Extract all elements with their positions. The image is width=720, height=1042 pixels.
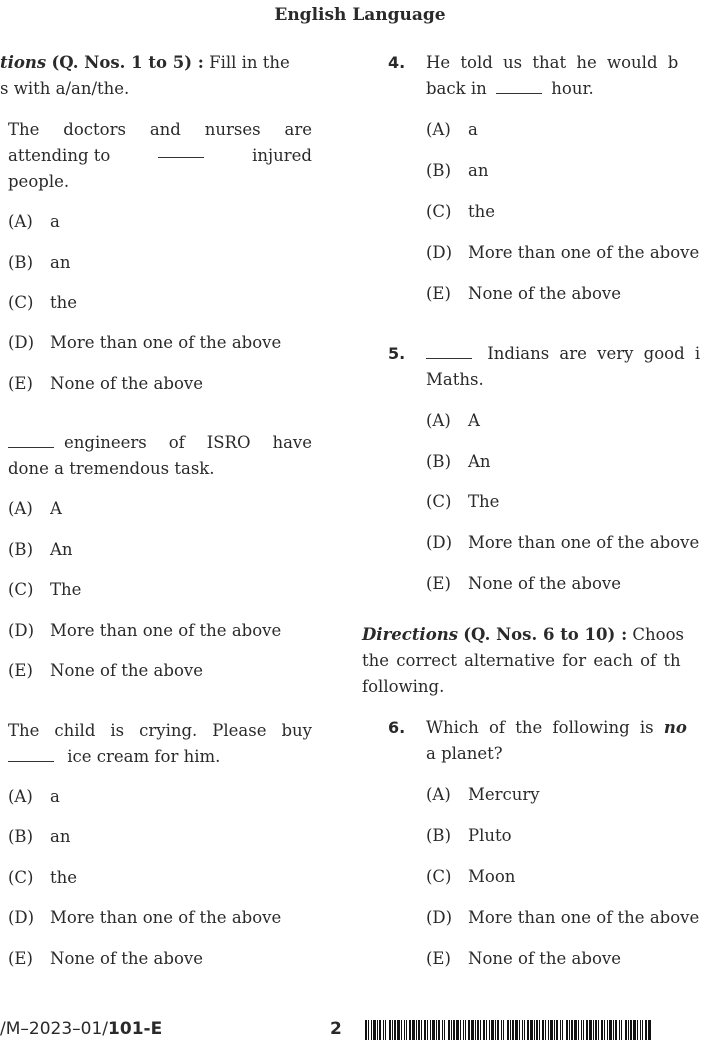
directions-lead: tions [0,53,47,72]
option-label: (B) [8,827,33,846]
option-label: (E) [8,949,33,968]
option-4c[interactable] [426,199,495,225]
option-text: The [50,580,82,599]
option-label: (B) [8,253,33,272]
option-text: More than one of the above [468,243,700,262]
option-4e[interactable] [426,281,621,307]
option-label: (A) [8,212,33,231]
stem-text: attending to [8,146,111,165]
option-4a[interactable] [426,117,478,143]
directions-text: Fill in the [209,53,290,72]
option-text: None of the above [50,661,203,680]
option-text: None of the above [468,949,621,968]
option-text: More than one of the above [468,533,700,552]
option-text: The [468,492,500,511]
option-5e[interactable] [426,571,621,597]
option-text: a [50,212,60,231]
option-3a[interactable] [8,784,60,810]
stem-line [8,430,312,456]
option-2c[interactable] [8,577,81,603]
option-label: (E) [426,284,451,303]
option-label: (A) [426,120,451,139]
directions-block [0,50,312,102]
option-text: Pluto [468,826,512,845]
stem-text: engineers of ISRO have [64,433,312,452]
question-6-stem [426,715,720,767]
stem-line [426,341,720,367]
page-number: 2 [330,1019,342,1039]
option-label: (C) [8,293,34,312]
option-label: (B) [426,826,451,845]
question-5-stem [426,341,720,393]
directions-line [362,622,720,648]
directions-text: Choos [632,625,685,644]
option-text: None of the above [468,574,621,593]
option-text: A [50,499,62,518]
directions-line: the correct alternative for each of th [362,651,681,670]
option-text: Moon [468,867,516,886]
option-label: (E) [426,574,451,593]
option-1b[interactable] [8,250,70,276]
directions-range: (Q. Nos. 6 to 10) : [463,625,628,644]
option-label: (D) [426,243,453,262]
option-text: An [468,452,491,471]
question-number: 5. [388,344,406,363]
option-label: (C) [426,202,452,221]
stem-text: Which of the following is [426,718,654,737]
stem-text: ice cream for him. [67,747,221,766]
option-3b[interactable] [8,824,70,850]
option-label: (A) [426,411,451,430]
option-5b[interactable] [426,449,491,475]
option-6e[interactable] [426,946,621,972]
option-text: the [468,202,496,221]
option-label: (E) [426,949,451,968]
option-label: (A) [8,787,33,806]
option-label: (A) [8,499,33,518]
option-text: the [50,293,78,312]
paper-code-suffix: 101-E [108,1019,163,1039]
option-text: A [468,411,480,430]
option-1c[interactable] [8,290,77,316]
option-3c[interactable] [8,865,77,891]
option-5d[interactable] [426,530,699,556]
directions-range: (Q. Nos. 1 to 5) : [51,53,204,72]
directions-lead: Directions [362,625,458,644]
stem-emphasis: no [663,718,687,737]
stem-line: Maths. [426,370,484,389]
option-6d[interactable] [426,905,699,931]
option-3d[interactable] [8,905,281,931]
option-6c[interactable] [426,864,515,890]
option-text: a [468,120,478,139]
stem-line: The child is crying. Please buy [8,721,312,740]
option-1a[interactable] [8,209,60,235]
option-4d[interactable] [426,240,699,266]
option-text: An [50,540,73,559]
option-label: (D) [8,908,35,927]
question-1-stem [8,117,312,195]
option-2d[interactable] [8,618,281,644]
option-label: (B) [8,540,33,559]
stem-line: done a tremendous task. [8,459,215,478]
option-label: (C) [8,868,34,887]
option-2a[interactable] [8,496,62,522]
barcode-icon [365,1020,652,1040]
option-label: (C) [426,867,452,886]
option-5a[interactable] [426,408,480,434]
stem-text: back in [426,79,487,98]
stem-line [8,143,312,169]
option-5c[interactable] [426,489,499,515]
question-number: 6. [388,718,406,737]
option-label: (D) [8,333,35,352]
question-number: 4. [388,53,406,72]
option-label: (C) [426,492,452,511]
option-text: an [50,827,71,846]
option-6a[interactable] [426,782,540,808]
option-3e[interactable] [8,946,203,972]
option-6b[interactable] [426,823,512,849]
option-text: More than one of the above [50,908,282,927]
page-title: English Language [274,5,446,25]
answer-blank [426,344,472,359]
option-text: None of the above [50,374,203,393]
option-label: (B) [426,452,451,471]
answer-blank [158,143,204,158]
option-text: a [50,787,60,806]
option-text: the [50,868,78,887]
stem-line: a planet? [426,744,503,763]
stem-line: The doctors and nurses are [8,120,312,139]
option-text: None of the above [50,949,203,968]
option-2e[interactable] [8,658,203,684]
option-label: (B) [426,161,451,180]
option-label: (E) [8,374,33,393]
option-text: More than one of the above [468,908,700,927]
option-text: an [468,161,489,180]
option-label: (A) [426,785,451,804]
option-text: Mercury [468,785,540,804]
directions-block-2 [362,622,720,700]
option-label: (D) [426,908,453,927]
option-text: an [50,253,71,272]
option-label: (E) [8,661,33,680]
option-label: (D) [426,533,453,552]
question-2-stem [8,430,312,482]
option-label: (C) [8,580,34,599]
stem-text: injured [252,146,312,165]
question-3-stem [8,718,312,770]
answer-blank [496,79,542,94]
directions-text-line2: s with a/an/the. [0,79,130,98]
option-text: More than one of the above [50,621,282,640]
directions-line: following. [362,677,445,696]
option-2b[interactable] [8,537,73,563]
option-text: More than one of the above [50,333,282,352]
stem-line: people. [8,172,70,191]
paper-code [0,1016,162,1042]
paper-code-prefix: /M–2023–01/ [0,1019,109,1039]
option-1e[interactable] [8,371,203,397]
option-4b[interactable] [426,158,488,184]
question-4-stem [426,50,720,102]
stem-line: He told us that he would b [426,53,679,72]
stem-text: hour. [551,79,594,98]
stem-line [426,76,720,102]
answer-blank [8,747,54,762]
stem-line [426,715,720,741]
stem-text: Indians are very good i [487,344,701,363]
option-text: None of the above [468,284,621,303]
answer-blank [8,433,54,448]
stem-line [8,744,312,770]
option-1d[interactable] [8,330,281,356]
option-label: (D) [8,621,35,640]
